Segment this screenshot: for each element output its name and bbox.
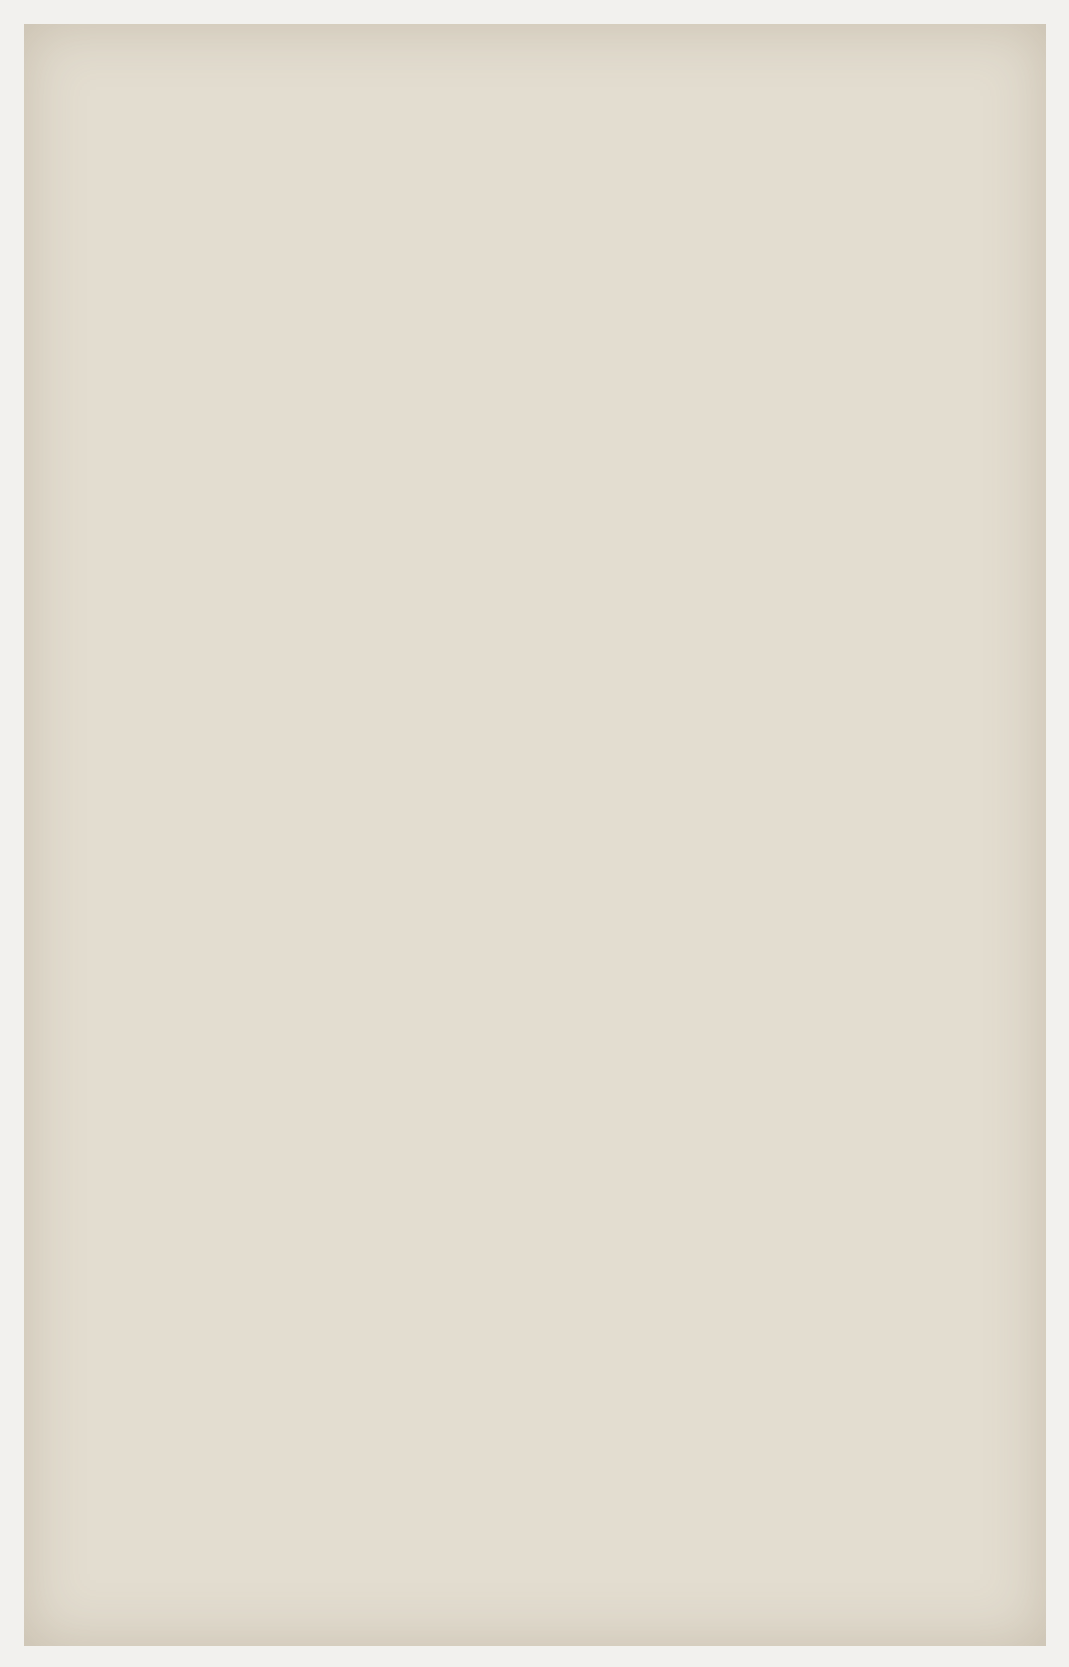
document-page [24,24,1046,1646]
watermark [444,1074,1004,1194]
